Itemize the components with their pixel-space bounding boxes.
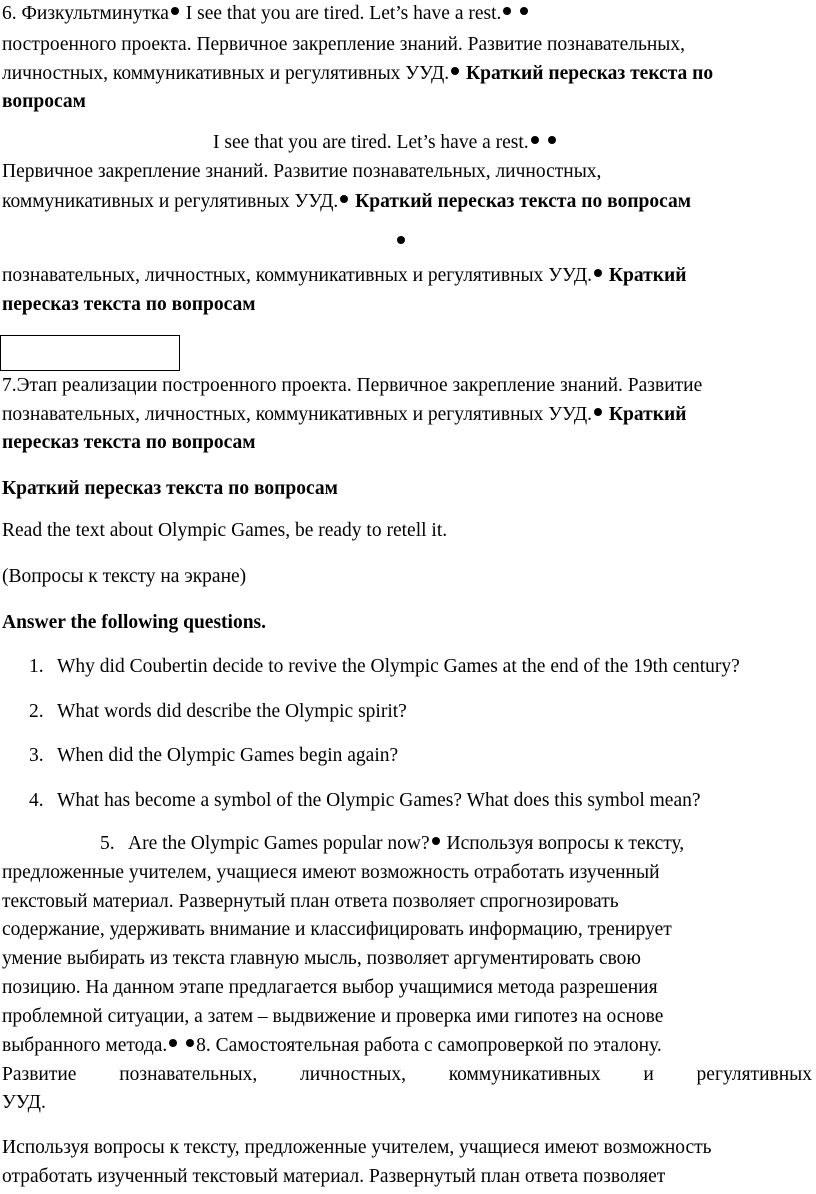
bold-run: Краткий	[604, 265, 687, 286]
bullet-dot-icon	[531, 136, 539, 144]
doc-line: содержание, удерживать внимание и классифицировать информацию, тренирует	[2, 919, 672, 940]
question-item	[29, 699, 407, 725]
question-number: 1.	[29, 656, 44, 677]
bullet-dot-icon	[432, 837, 440, 845]
text-run: 6. Физкультминутка	[2, 3, 169, 24]
bullet-dot-icon	[520, 7, 528, 15]
bullet-dot-icon	[186, 1039, 194, 1047]
bullet-dot-icon	[594, 269, 602, 277]
question-number: 3.	[29, 745, 44, 766]
question-number: 5.	[100, 833, 115, 854]
bullet-dot-icon	[340, 195, 348, 203]
question-number: 4.	[29, 790, 44, 811]
doc-line: пересказ текста по вопросам	[2, 432, 256, 453]
question-item	[100, 831, 684, 857]
question-number: 2.	[29, 701, 44, 722]
text-run: познавательных, личностных, коммуникативных и регулятивных УУД.	[2, 404, 593, 425]
empty-text-box	[0, 335, 180, 371]
bold-run: Краткий пересказ текста по	[461, 63, 714, 84]
screen-note: (Вопросы к тексту на экране)	[2, 566, 247, 587]
doc-line	[2, 1, 530, 27]
bullet-dot-icon	[451, 67, 459, 75]
instruction-text: Read the text about Olympic Games, be ready to retell it.	[2, 520, 448, 541]
doc-line: вопросам	[2, 91, 86, 112]
text-run: познавательных, личностных, коммуникативных и регулятивных УУД.	[2, 265, 593, 286]
doc-line-centered	[213, 130, 558, 156]
doc-line: пересказ текста по вопросам	[2, 294, 256, 315]
doc-line	[2, 189, 691, 215]
text-run: Используя вопросы к тексту,	[441, 833, 685, 854]
text-run: I see that you are tired. Let’s have a rest.	[213, 132, 529, 153]
question-text: Are the Olympic Games popular now?	[128, 833, 430, 854]
doc-line: Используя вопросы к тексту, предложенные учителем, учащиеся имеют возможность	[2, 1137, 712, 1158]
doc-line: текстовый материал. Развернутый план ответа позволяет спрогнозировать	[2, 891, 619, 912]
bullet-dot-icon	[503, 7, 511, 15]
bullet-dot-icon	[548, 136, 556, 144]
doc-line-justified: Развитие познавательных, личностных, коммуникативных и регулятивных	[2, 1064, 812, 1085]
question-item	[29, 788, 701, 814]
bullet-dot-icon	[397, 236, 405, 244]
doc-line: позицию. На данном этапе предлагается выбор учащимися метода разрешения	[2, 977, 658, 998]
text-run: 8. Самостоятельная работа с самопроверкой по эталону.	[196, 1035, 662, 1056]
doc-line: построенного проекта. Первичное закрепление знаний. Развитие познавательных,	[2, 34, 686, 55]
text-run: личностных, коммуникативных и регулятивных УУД.	[2, 63, 450, 84]
doc-line: 7.Этап реализации построенного проекта. Первичное закрепление знаний. Развитие	[2, 375, 703, 396]
doc-line	[2, 263, 686, 289]
bold-run: Краткий	[604, 404, 687, 425]
text-run: I see that you are tired. Let’s have a rest.	[180, 3, 502, 24]
doc-line: предложенные учителем, учащиеся имеют возможность отработать изученный	[2, 862, 660, 883]
doc-line: Первичное закрепление знаний. Развитие познавательных, личностных,	[2, 161, 602, 182]
doc-line: проблемной ситуации, а затем – выдвижение и проверка ими гипотез на основе	[2, 1006, 664, 1027]
doc-line	[2, 402, 686, 428]
text-run: выбранного метода.	[2, 1035, 168, 1056]
text-run: коммуникативных и регулятивных УУД.	[2, 191, 339, 212]
question-text: What has become a symbol of the Olympic Games? What does this symbol mean?	[57, 790, 701, 811]
question-item	[29, 743, 398, 769]
bullet-dot-icon	[169, 1039, 177, 1047]
doc-line: УУД.	[2, 1092, 46, 1113]
questions-heading: Answer the following questions.	[2, 612, 267, 633]
bullet-dot-icon	[171, 7, 179, 15]
doc-line	[2, 1033, 662, 1059]
question-item	[29, 654, 740, 680]
doc-line-bullet	[395, 230, 407, 256]
doc-line: отработать изученный текстовый материал. Развернутый план ответа позволяет	[2, 1166, 666, 1187]
question-text: Why did Coubertin decide to revive the Olympic Games at the end of the 19th century?	[57, 656, 740, 677]
bullet-dot-icon	[594, 408, 602, 416]
question-text: When did the Olympic Games begin again?	[57, 745, 399, 766]
doc-line	[2, 61, 713, 87]
section-heading: Краткий пересказ текста по вопросам	[2, 478, 338, 499]
doc-line: умение выбирать из текста главную мысль, позволяет аргументировать свою	[2, 948, 641, 969]
bold-run: Краткий пересказ текста по вопросам	[350, 191, 692, 212]
question-text: What words did describe the Olympic spirit?	[57, 701, 407, 722]
